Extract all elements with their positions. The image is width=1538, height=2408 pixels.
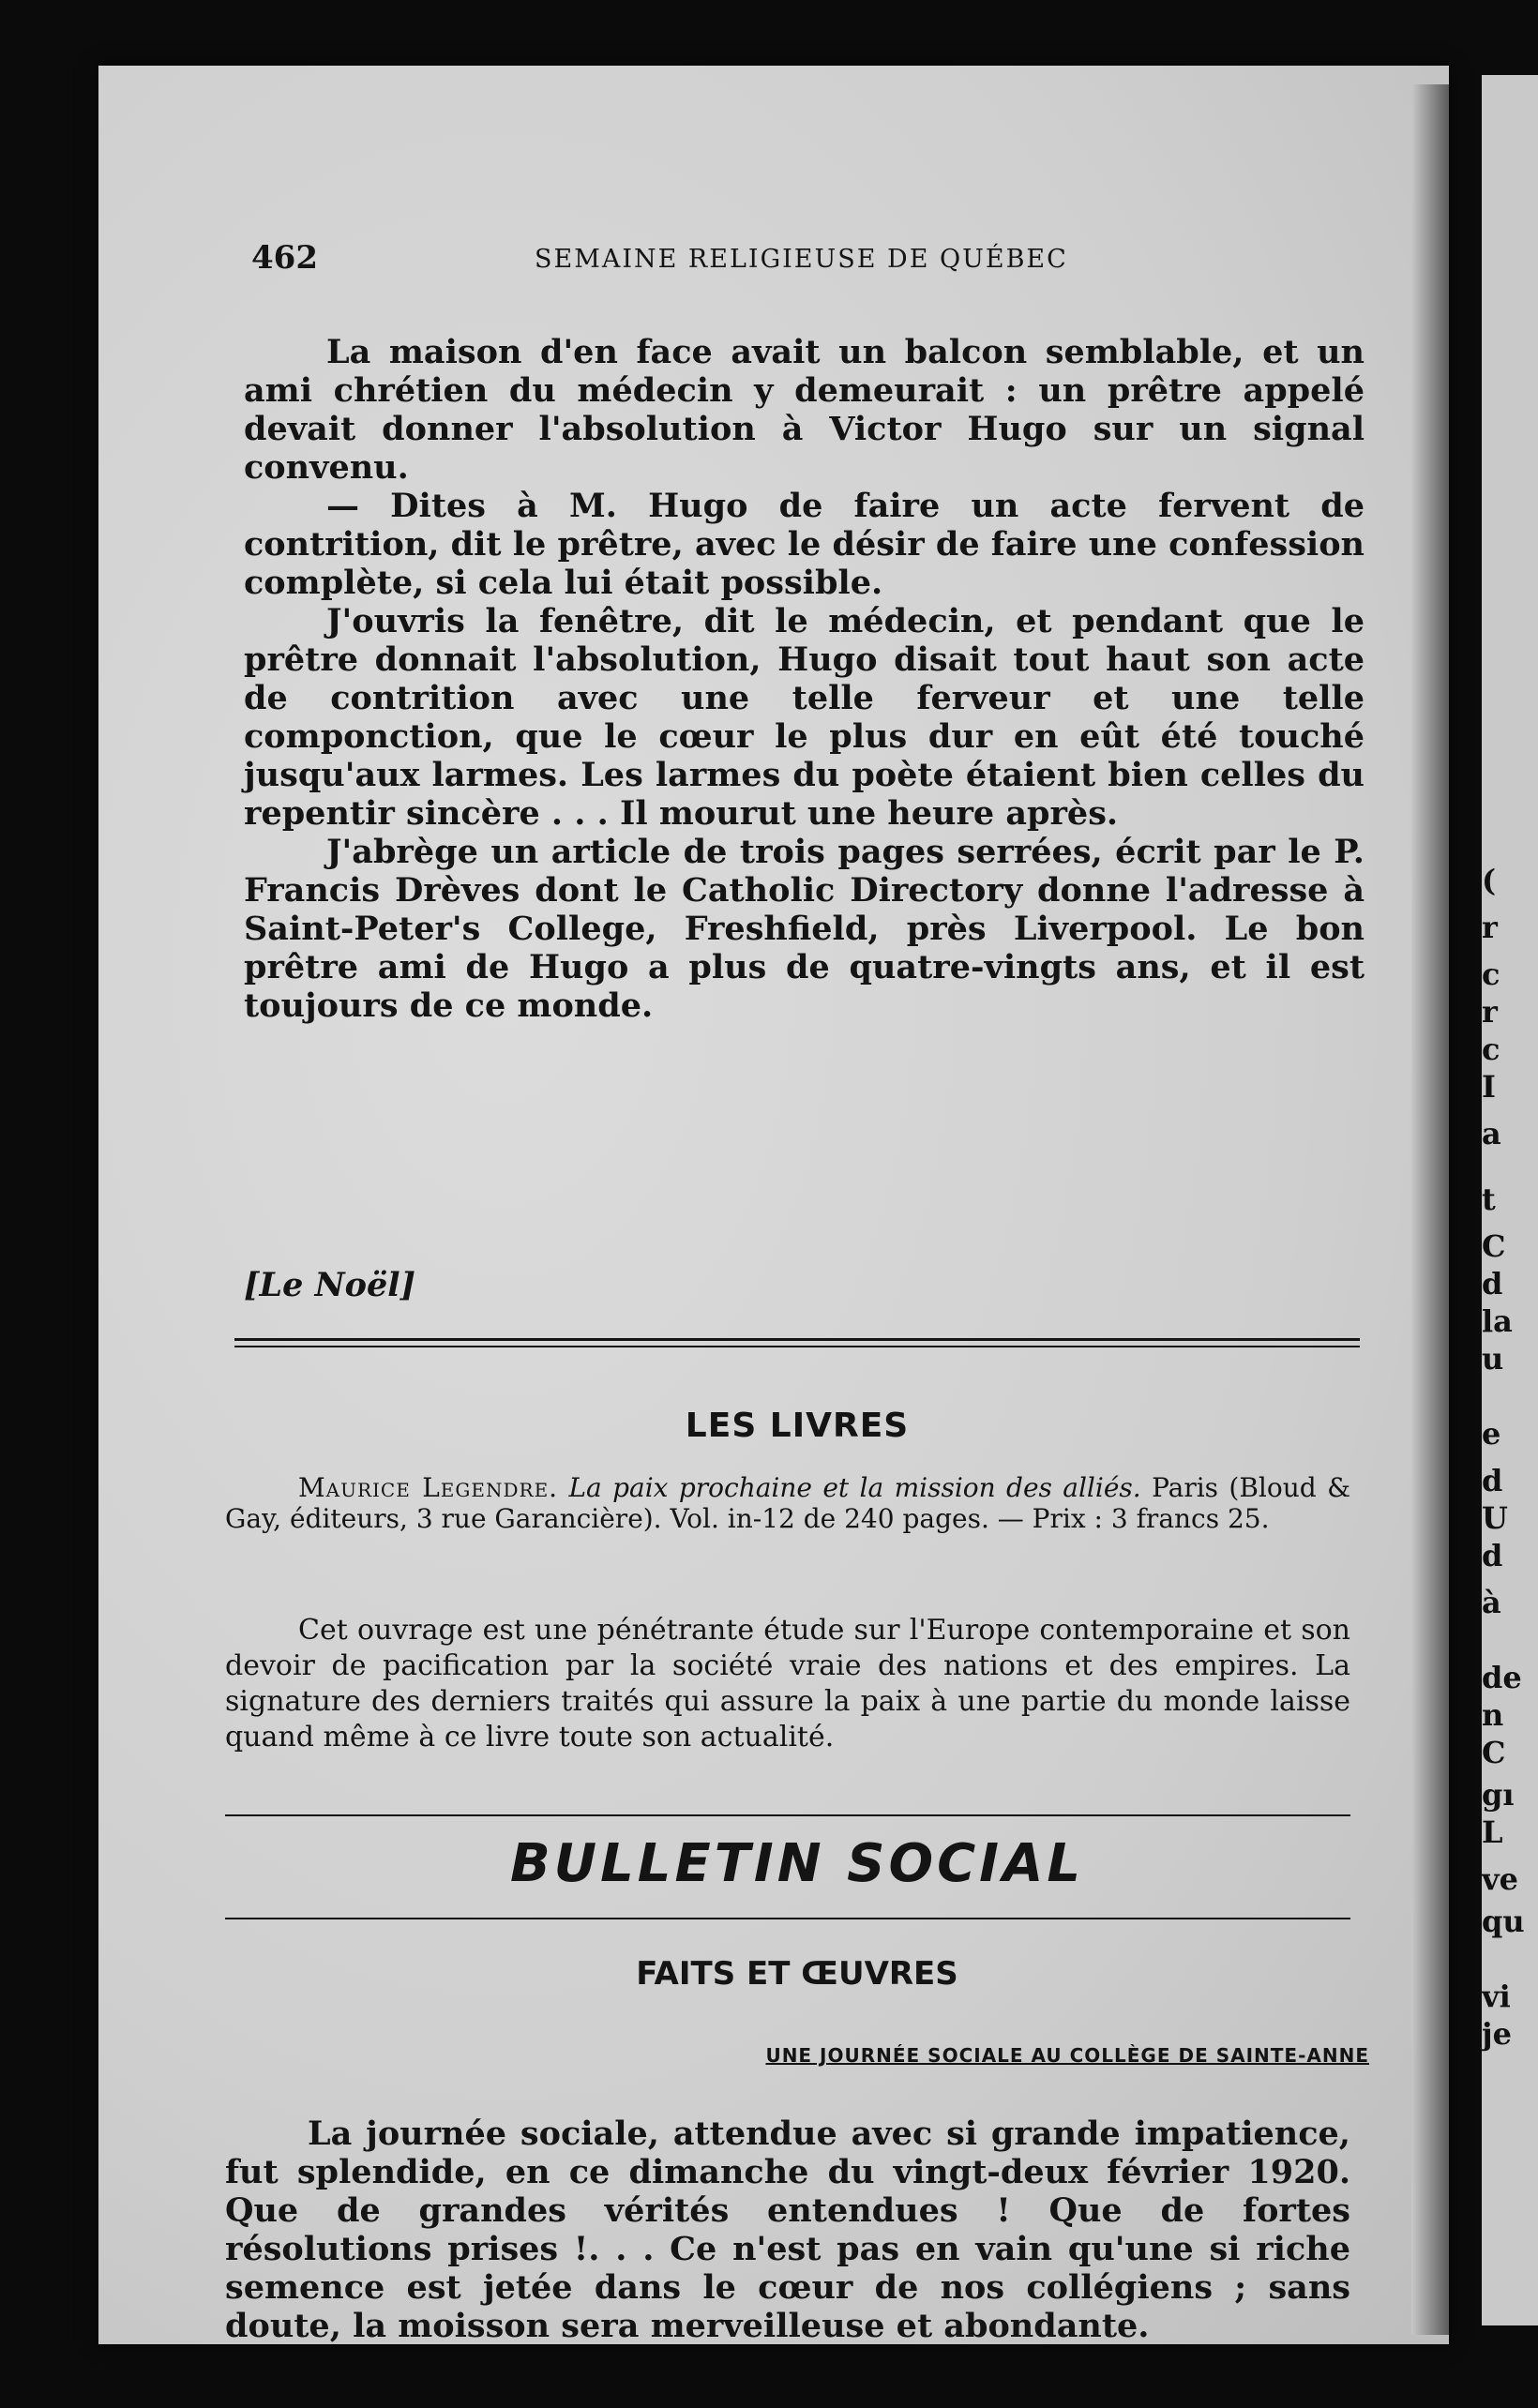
facing-page-fragment: gı — [1482, 1777, 1515, 1813]
facing-page-fragment: C — [1482, 1228, 1506, 1264]
facing-page-fragment: I — [1482, 1069, 1496, 1105]
bulletin-text — [225, 2115, 1350, 2345]
double-rule-bottom — [234, 1346, 1360, 1347]
facing-page-fragment: c — [1482, 1031, 1500, 1067]
page-edge-shadow — [1411, 84, 1449, 2335]
book-title: La paix prochaine et la mission des alliés. — [568, 1472, 1141, 1503]
facing-page-fragment: ve — [1482, 1861, 1518, 1897]
facing-page — [1482, 75, 1538, 2325]
facing-page-fragment: qu — [1482, 1904, 1525, 1939]
facing-page-fragment: C — [1482, 1735, 1506, 1770]
facing-page-fragment: U — [1482, 1500, 1508, 1536]
article-paragraph: J'ouvris la fenêtre, dit le médecin, et pendant que le prêtre donnait l'absolution, Hugo disait tout haut son acte de contrition avec une telle ferveur et une telle componction, que le cœur le plus dur en eût été touché jusqu'aux larmes. Les larmes du poète étaient bien celles du repentir sincère . . . Il mourut une heure après. — [244, 602, 1365, 833]
bulletin-rule-bottom — [225, 1918, 1350, 1919]
facing-page-fragment: t — [1482, 1181, 1496, 1217]
article-source: [Le Noël] — [244, 1266, 416, 1304]
facing-page-fragment: d — [1482, 1266, 1503, 1302]
book-author: Maurice Legendre. — [298, 1472, 559, 1503]
facing-page-fragment: u — [1482, 1341, 1504, 1377]
event-title: UNE JOURNÉE SOCIALE AU COLLÈGE DE SAINTE-ANNE — [765, 2044, 1369, 2067]
book-description — [225, 1613, 1350, 1755]
bulletin-subheading: FAITS ET ŒUVRES — [636, 1955, 958, 1993]
facing-page-fragment: c — [1482, 956, 1500, 992]
facing-page-fragment: vi — [1482, 1979, 1511, 2014]
article-paragraph: J'abrège un article de trois pages serrées, écrit par le P. Francis Drèves dont le Catholic Directory donne l'adresse à Saint-Peter's College, Freshfield, près Liverpool. Le bon prêtre ami de Hugo a plus de quatre-vingts ans, et il est toujours de ce monde. — [244, 833, 1365, 1025]
running-head — [225, 239, 1369, 277]
book-description-text: Cet ouvrage est une pénétrante étude sur l'Europe contemporaine et son devoir de pacification par la société vraie des nations et des empires. La signature des derniers traités qui assure la paix à une partie du monde laisse quand même à ce livre toute son actualité. — [225, 1614, 1350, 1753]
facing-page-fragment: de — [1482, 1660, 1522, 1695]
page-number: 462 — [251, 239, 318, 277]
facing-page-fragment: r — [1482, 994, 1498, 1030]
facing-page-fragment: d — [1482, 1538, 1503, 1573]
facing-page-fragment: ( — [1482, 863, 1497, 898]
facing-page-fragment: e — [1482, 1416, 1501, 1452]
journal-title: SEMAINE RELIGIEUSE DE QUÉBEC — [535, 245, 1068, 274]
article-body — [244, 333, 1365, 1025]
facing-page-fragment: r — [1482, 910, 1498, 945]
facing-page-fragment: je — [1482, 2016, 1512, 2052]
facing-page-fragment: n — [1482, 1697, 1504, 1733]
books-section-title: LES LIVRES — [685, 1407, 910, 1445]
book-publication: Paris (Bloud & Gay, éditeurs, 3 rue Garancière). Vol. in-12 de 240 pages. — Prix : 3 francs 25. — [225, 1472, 1350, 1534]
bulletin-rule-top — [225, 1814, 1350, 1816]
facing-page-fragment: la — [1482, 1303, 1513, 1339]
book-entry — [225, 1472, 1350, 1534]
bulletin-title: BULLETIN SOCIAL — [509, 1833, 1085, 1894]
facing-page-fragment: a — [1482, 1116, 1501, 1151]
article-paragraph: — Dites à M. Hugo de faire un acte fervent de contrition, dit le prêtre, avec le désir de faire une confession complète, si cela lui était possible. — [244, 487, 1365, 602]
facing-page-fragment: à — [1482, 1585, 1501, 1620]
double-rule-top — [234, 1338, 1360, 1341]
facing-page-fragment: d — [1482, 1463, 1503, 1498]
facing-page-fragment: L — [1482, 1814, 1503, 1850]
article-paragraph: La maison d'en face avait un balcon semblable, et un ami chrétien du médecin y demeurait : un prêtre appelé devait donner l'absolution à Victor Hugo sur un signal convenu. — [244, 333, 1365, 487]
bulletin-paragraph: La journée sociale, attendue avec si grande impatience, fut splendide, en ce dimanche du vingt-deux février 1920. Que de grandes vérités entendues ! Que de fortes résolutions prises !. . . Ce n'est pas en vain qu'une si riche semence est jetée dans le cœur de nos collégiens ; sans doute, la moisson sera merveilleuse et abondante. — [225, 2115, 1350, 2345]
